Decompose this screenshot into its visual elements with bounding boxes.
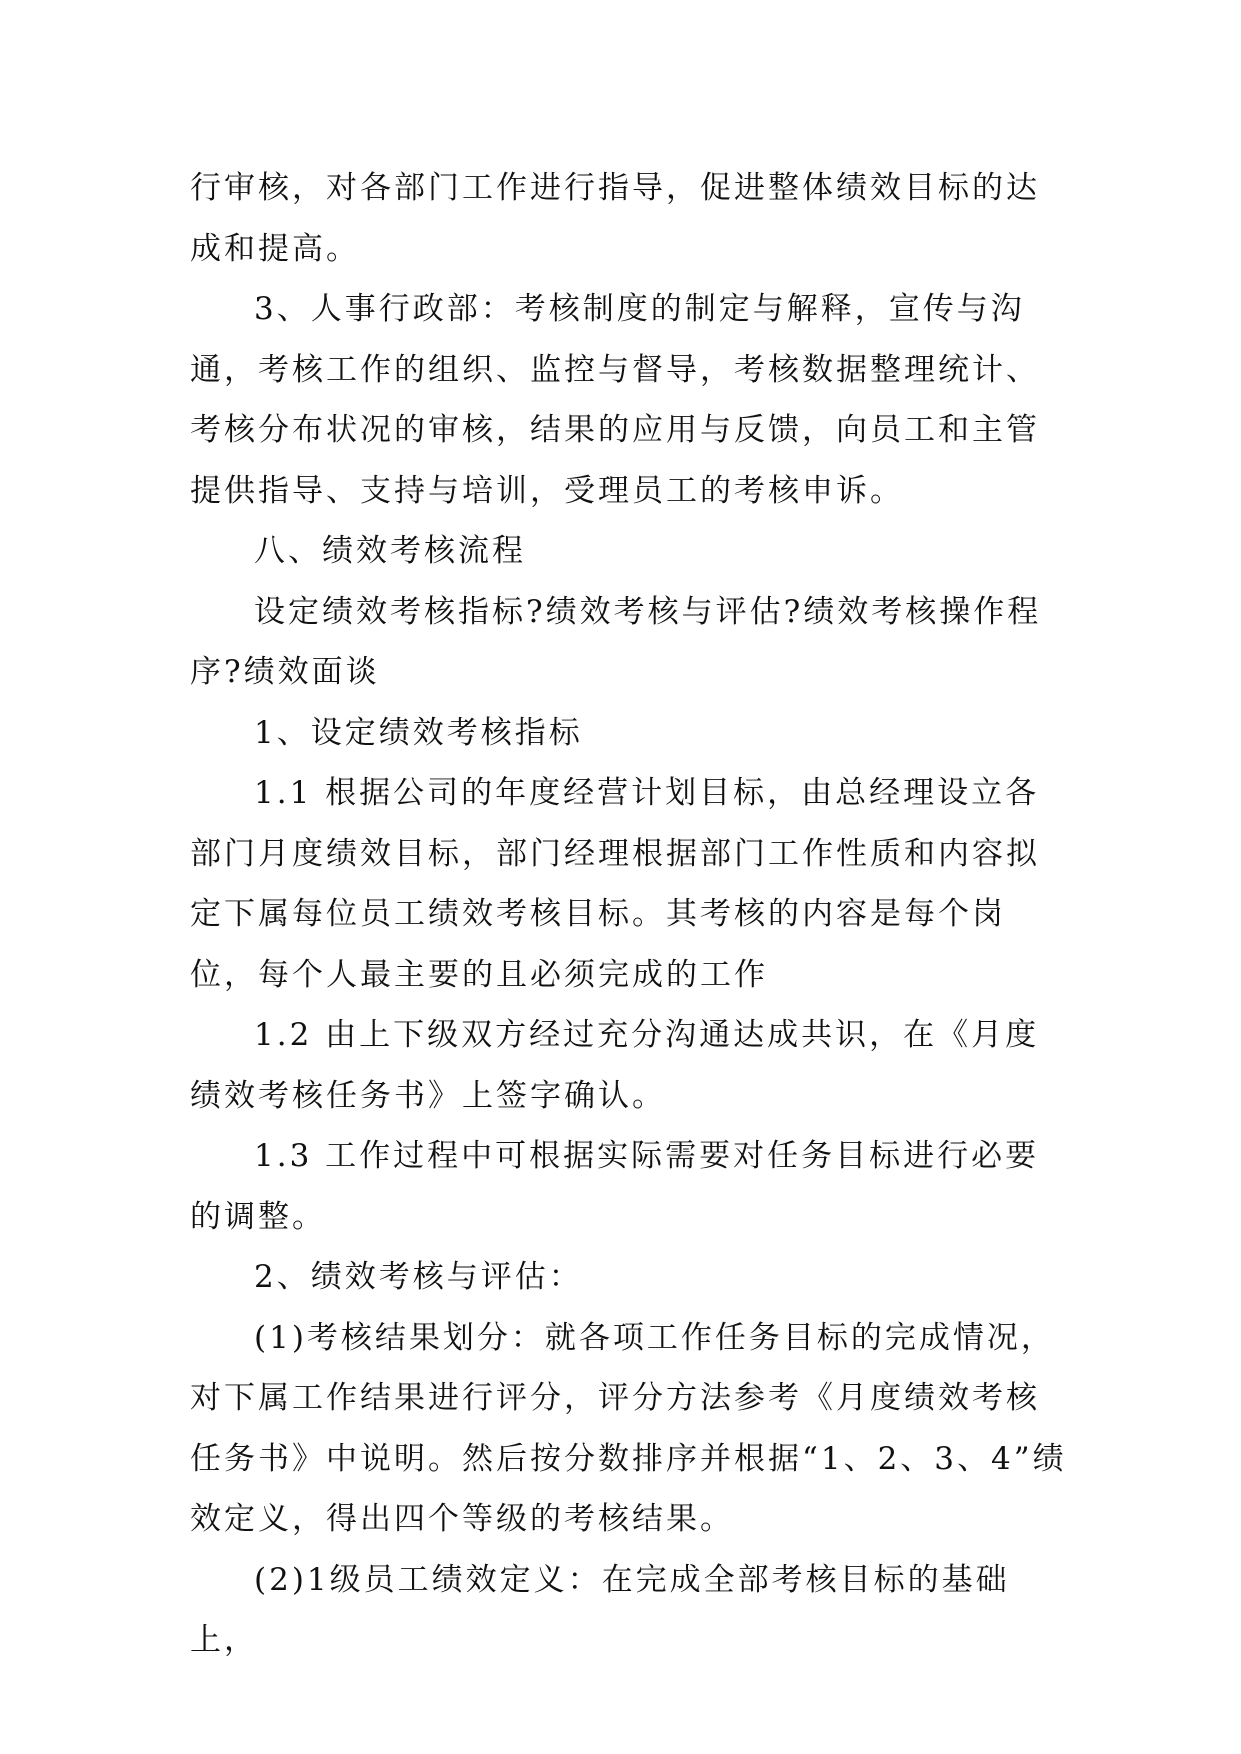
section-heading-process: 八、绩效考核流程	[254, 533, 526, 569]
paragraph-1-1: 1.1 根据公司的年度经营计划目标，由总经理设立各部门月度绩效目标，部门经理根据部门工作性质和内容拟定下属每位员工绩效考核目标。其考核的内容是每个岗位，每个人最主要的且必须完成的工作	[190, 775, 1040, 993]
paragraph-1-2: 1.2 由上下级双方经过充分沟通达成共识，在《月度绩效考核任务书》上签字确认。	[190, 1017, 1040, 1114]
subheading-set-indicators: 1、设定绩效考核指标	[254, 714, 583, 751]
paragraph-1-3: 1.3 工作过程中可根据实际需要对任务目标进行必要的调整。	[190, 1138, 1040, 1235]
paragraph-result-division: (1)考核结果划分：就各项工作任务目标的完成情况，对下属工作结果进行评分，评分方法参考《月度绩效考核任务书》中说明。然后按分数排序并根据“1、2、3、4”绩效定义，得出四个等级的考核结果。	[190, 1319, 1067, 1537]
paragraph-hr-admin-duties: 3、人事行政部：考核制度的制定与解释，宣传与沟通，考核工作的组织、监控与督导，考核数据整理统计、考核分布状况的审核，结果的应用与反馈，向员工和主管提供指导、支持与培训，受理员工的考核申诉。	[190, 291, 1040, 509]
paragraph-review-continuation: 行审核，对各部门工作进行指导，促进整体绩效目标的达成和提高。	[190, 170, 1040, 267]
paragraph-level-1-definition: (2)1级员工绩效定义：在完成全部考核目标的基础上，	[190, 1561, 1010, 1658]
subheading-assessment: 2、绩效考核与评估：	[254, 1259, 583, 1295]
paragraph-process-flow: 设定绩效考核指标?绩效考核与评估?绩效考核操作程序?绩效面谈	[190, 593, 1042, 690]
document-body	[190, 158, 1070, 1671]
